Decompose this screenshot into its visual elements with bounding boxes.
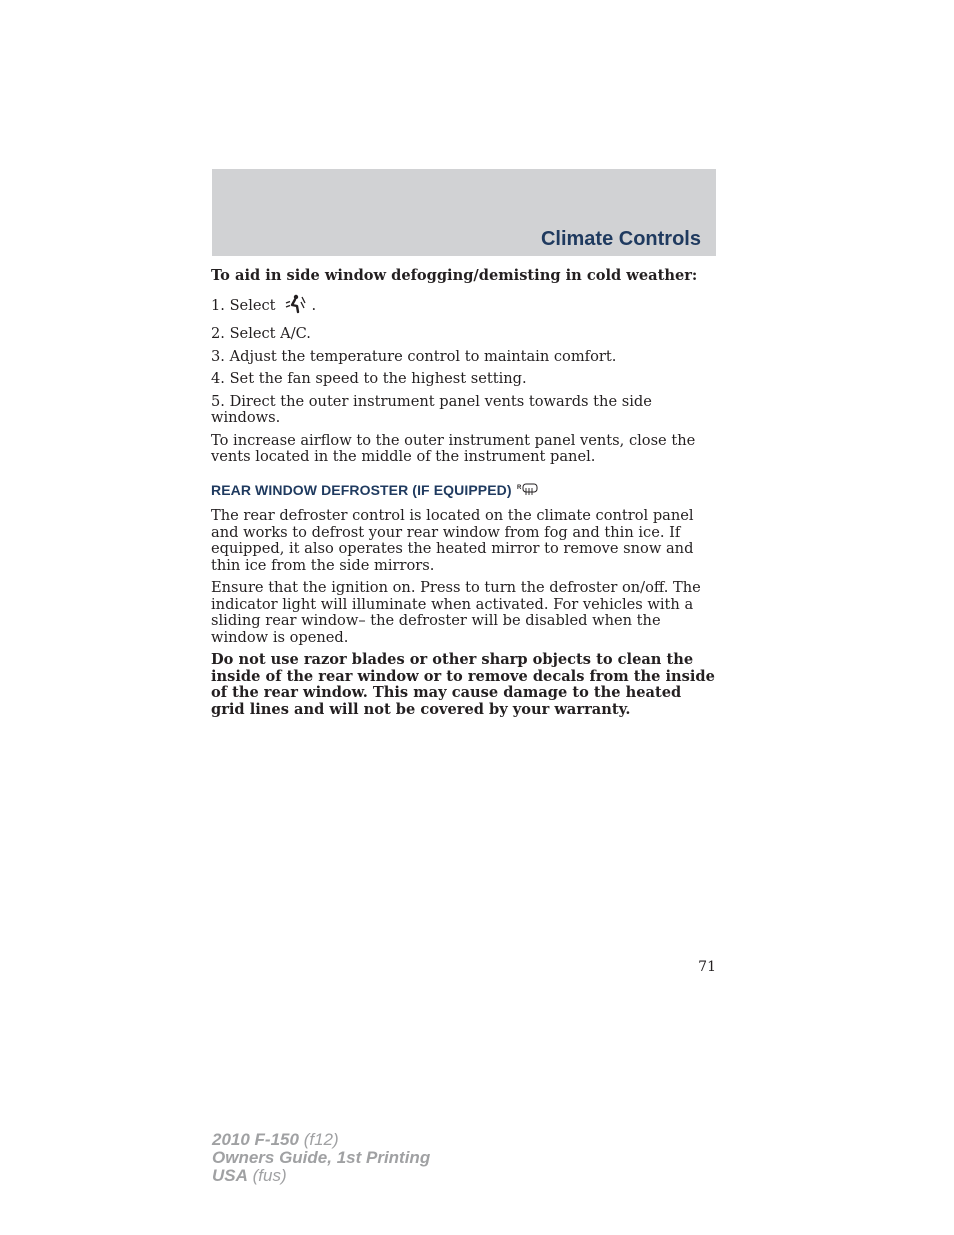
section-heading-text: REAR WINDOW DEFROSTER (IF EQUIPPED) — [211, 482, 512, 498]
floor-defrost-mode-icon — [284, 294, 306, 319]
defroster-operation: Ensure that the ignition on. Press to turn the defroster on/off. The indicator light will illuminate when activated. For vehicles with a sliding rear window– the defroster will be disabled when the window is opened. — [211, 579, 701, 646]
step-item — [211, 371, 716, 388]
step-item — [211, 349, 716, 366]
page-number: 71 — [698, 959, 716, 975]
step-label: 1. Select — [211, 296, 276, 314]
footer-model: 2010 F-150 — [212, 1130, 299, 1149]
footer-line-1 — [212, 1131, 430, 1149]
footer — [212, 1131, 430, 1185]
step-item — [211, 294, 716, 319]
step-text: 2. Select A/C. — [211, 325, 311, 342]
step-item — [211, 394, 716, 427]
footer-market-code: (fus) — [252, 1166, 287, 1185]
page-title: Climate Controls — [540, 228, 701, 250]
steps-list — [211, 294, 716, 427]
footer-line-2: Owners Guide, 1st Printing — [212, 1148, 431, 1167]
step-suffix: . — [311, 296, 317, 314]
step-text: 3. Adjust the temperature control to maintain comfort. — [211, 347, 617, 365]
step-text: 5. Direct the outer instrument panel vents towards the side windows. — [211, 392, 652, 426]
footer-line-3 — [212, 1167, 430, 1185]
section-heading — [211, 482, 716, 500]
rear-defrost-icon — [517, 482, 539, 500]
warning-text: Do not use razor blades or other sharp objects to clean the inside of the rear window or to remove decals from the inside of the rear window. This may cause damage to the heated grid lines and will not be covered by your warranty. — [211, 651, 715, 718]
step-item — [211, 326, 716, 343]
footer-market: USA — [212, 1166, 248, 1185]
section-header-band — [212, 169, 716, 256]
intro-text: To aid in side window defogging/demisting in cold weather: — [211, 267, 698, 284]
defroster-description: The rear defroster control is located on the climate control panel and works to defrost your rear window from fog and thin ice. If equipped, it also operates the heated mirror to remove snow and thin ice from the side mirrors. — [211, 507, 694, 574]
page-content — [211, 268, 716, 718]
svg-text:R: R — [516, 484, 522, 491]
airflow-note: To increase airflow to the outer instrument panel vents, close the vents located in the middle of the instrument panel. — [211, 431, 696, 465]
footer-model-code: (f12) — [303, 1130, 339, 1149]
step-text: 4. Set the fan speed to the highest setting. — [211, 370, 527, 387]
